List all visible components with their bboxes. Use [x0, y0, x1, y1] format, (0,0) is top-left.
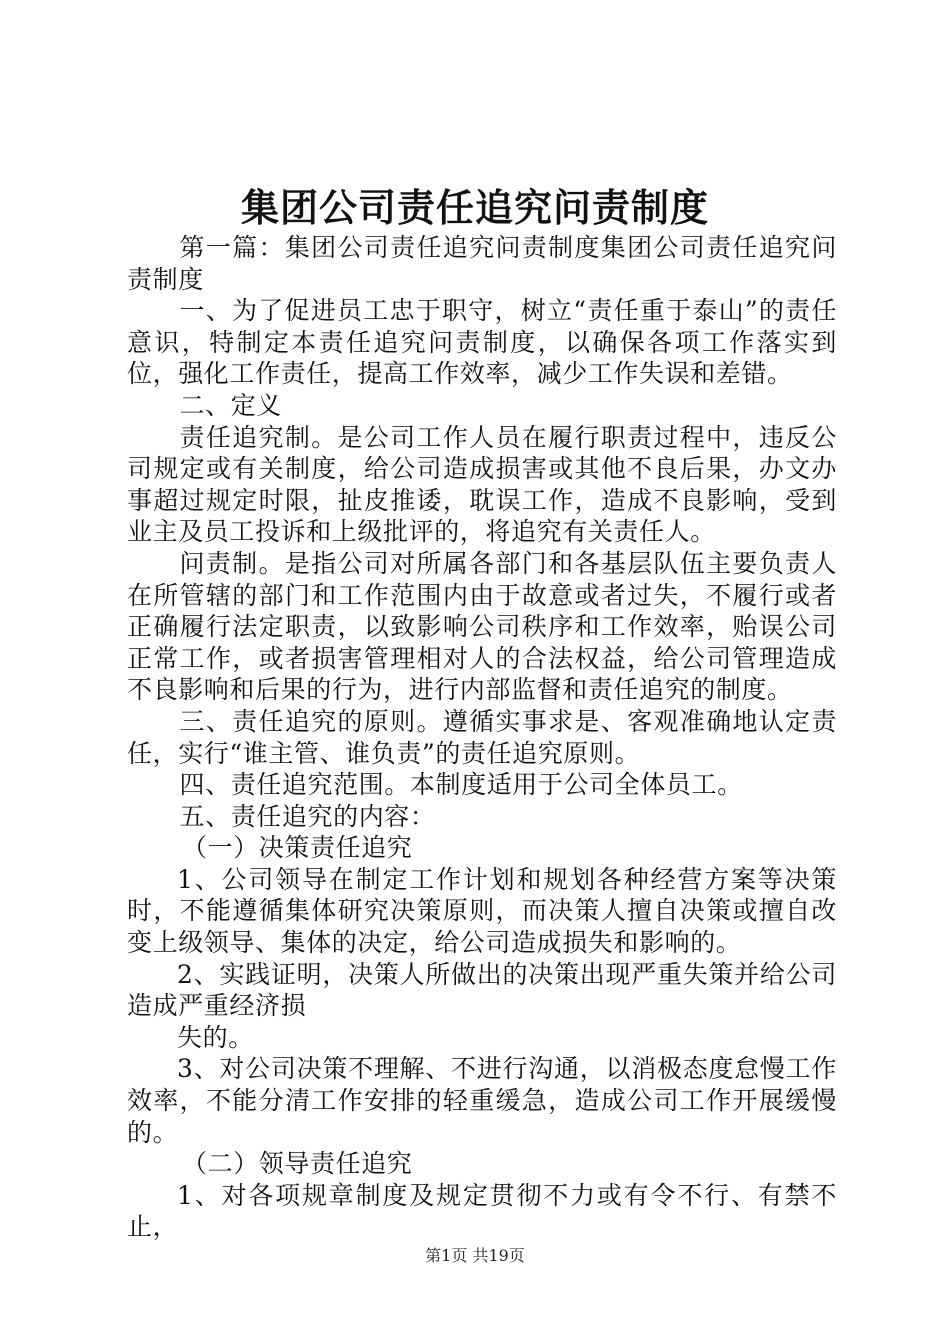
paragraph-decision-2-continued: 失的。 — [177, 1022, 254, 1052]
paragraph-intro: 第一篇：集团公司责任追究问责制度集团公司责任追究问责制度 — [127, 233, 837, 294]
document-title: 集团公司责任追究问责制度 — [240, 185, 709, 230]
paragraph-leadership-1: 1、对各项规章制度及规定贯彻不力或有令不行、有禁不止， — [127, 1180, 837, 1242]
heading-definition: 二、定义 — [179, 390, 282, 420]
heading-content: 五、责任追究的内容： — [179, 801, 436, 831]
paragraph-responsibility-definition: 责任追究制。是公司工作人员在履行职责过程中，违反公司规定或有关制度，给公司造成损害或其他不良后果，办文办事超过规定时限，扯皮推诿，耽误工作，造成不良影响，受到业主及员工投诉和上级批评的，将追究有关责任人。 — [127, 422, 837, 547]
subheading-decision: （一）决策责任追究 — [182, 833, 413, 863]
paragraph-scope: 四、责任追究范围。本制度适用于公司全体员工。 — [179, 770, 743, 800]
paragraph-decision-3: 3、对公司决策不理解、不进行沟通，以消极态度怠慢工作效率，不能分清工作安排的轻重缓急，造成公司工作开展缓慢的。 — [127, 1054, 837, 1147]
paragraph-accountability-definition: 问责制。是指公司对所属各部门和各基层队伍主要负责人在所管辖的部门和工作范围内由于故意或者过失，不履行或者正确履行法定职责，以致影响公司秩序和工作效率，贻误公司正常工作，或者损害管理相对人的合法权益，给公司管理造成不良影响和后果的行为，进行内部监督和责任追究的制度。 — [127, 548, 837, 705]
page-number: 第1页 共19页 — [425, 1246, 525, 1265]
subheading-leadership: （二）领导责任追究 — [182, 1149, 413, 1179]
paragraph-principle: 三、责任追究的原则。遵循实事求是、客观准确地认定责任，实行“谁主管、谁负责”的责任追究原则。 — [127, 706, 837, 768]
document-body — [127, 232, 837, 1243]
paragraph-purpose: 一、为了促进员工忠于职守，树立“责任重于泰山”的责任意识，特制定本责任追究问责制度，以确保各项工作落实到位，强化工作责任，提高工作效率，减少工作失误和差错。 — [127, 296, 837, 389]
paragraph-decision-2: 2、实践证明，决策人所做出的决策出现严重失策并给公司造成严重经济损 — [127, 959, 837, 1021]
paragraph-decision-1: 1、公司领导在制定工作计划和规划各种经营方案等决策时，不能遵循集体研究决策原则，而决策人擅自决策或擅自改变上级领导、集体的决定，给公司造成损失和影响的。 — [127, 864, 837, 958]
